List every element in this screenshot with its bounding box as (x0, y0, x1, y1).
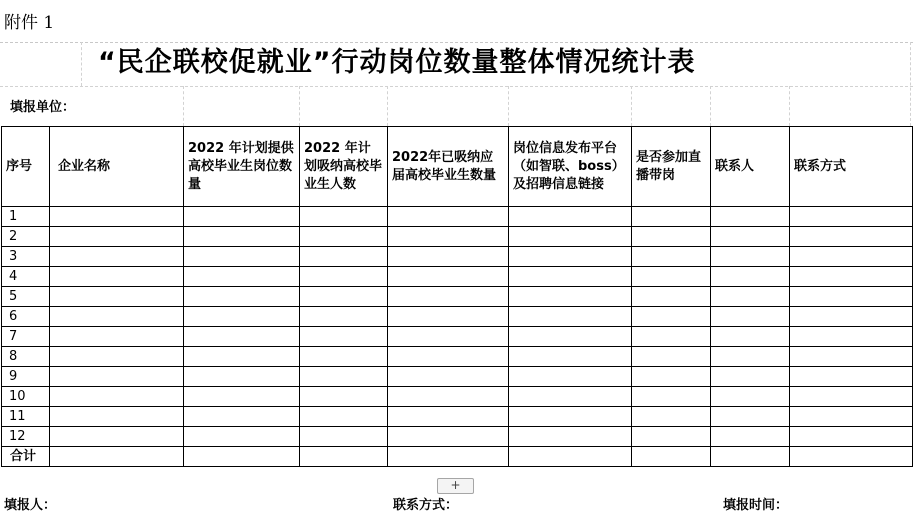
total-cell[interactable] (388, 447, 509, 467)
cell-platform-link[interactable] (509, 267, 632, 287)
cell-live-streaming[interactable] (632, 307, 711, 327)
cell-live-streaming[interactable] (632, 287, 711, 307)
cell-index[interactable]: 9 (2, 367, 50, 387)
table-row (2, 427, 913, 447)
cell-company-name[interactable] (50, 307, 184, 327)
cell-contact-person[interactable] (711, 287, 790, 307)
cell-company-name[interactable] (50, 367, 184, 387)
cell-index[interactable]: 7 (2, 327, 50, 347)
total-cell[interactable] (711, 447, 790, 467)
cell-index[interactable]: 10 (2, 387, 50, 407)
cell-planned-hires[interactable] (300, 227, 388, 247)
table-row (2, 247, 913, 267)
cell-planned-hires[interactable] (300, 427, 388, 447)
attachment-label: 附件 1 (4, 13, 55, 33)
cell-contact-method[interactable] (790, 347, 913, 367)
cell-company-name[interactable] (50, 387, 184, 407)
cell-absorbed-graduates[interactable] (388, 347, 509, 367)
cell-planned-hires[interactable] (300, 347, 388, 367)
cell-contact-method[interactable] (790, 327, 913, 347)
cell-absorbed-graduates[interactable] (388, 207, 509, 227)
cell-planned-positions[interactable] (184, 427, 300, 447)
cell-contact-person[interactable] (711, 207, 790, 227)
cell-live-streaming[interactable] (632, 347, 711, 367)
cell-planned-positions[interactable] (184, 207, 300, 227)
cell-contact-person[interactable] (711, 427, 790, 447)
table-row (2, 207, 913, 227)
cell-contact-method[interactable] (790, 367, 913, 387)
cell-index[interactable]: 1 (2, 207, 50, 227)
fill-unit-row (0, 86, 913, 127)
cell-platform-link[interactable] (509, 347, 632, 367)
total-label[interactable]: 合计 (2, 447, 50, 467)
table-row (2, 407, 913, 427)
cell-contact-person[interactable] (711, 367, 790, 387)
cell-contact-method[interactable] (790, 287, 913, 307)
table-row (2, 267, 913, 287)
header-company-name[interactable]: 企业名称 (50, 127, 184, 207)
cell-company-name[interactable] (50, 207, 184, 227)
cell-absorbed-graduates[interactable] (388, 407, 509, 427)
cell-index[interactable]: 8 (2, 347, 50, 367)
page-title: “民企联校促就业”行动岗位数量整体情况统计表 (98, 47, 696, 78)
total-cell[interactable] (632, 447, 711, 467)
cell-absorbed-graduates[interactable] (388, 367, 509, 387)
total-cell[interactable] (509, 447, 632, 467)
cell-contact-method[interactable] (790, 427, 913, 447)
header-live-streaming[interactable]: 是否参加直播带岗 (632, 127, 711, 207)
cell-platform-link[interactable] (509, 307, 632, 327)
cell-company-name[interactable] (50, 287, 184, 307)
cell-index[interactable]: 5 (2, 287, 50, 307)
cell-live-streaming[interactable] (632, 387, 711, 407)
cell-company-name[interactable] (50, 327, 184, 347)
cell-contact-method[interactable] (790, 227, 913, 247)
cell-platform-link[interactable] (509, 287, 632, 307)
cell-contact-person[interactable] (711, 267, 790, 287)
cell-index[interactable]: 11 (2, 407, 50, 427)
cell-platform-link[interactable] (509, 367, 632, 387)
cell-platform-link[interactable] (509, 407, 632, 427)
table-row (2, 307, 913, 327)
footer-reporter-label: 填报人： (4, 498, 57, 513)
cell-company-name[interactable] (50, 227, 184, 247)
cell-planned-hires[interactable] (300, 287, 388, 307)
cell-contact-person[interactable] (711, 347, 790, 367)
cell-planned-positions[interactable] (184, 267, 300, 287)
cell-live-streaming[interactable] (632, 367, 711, 387)
statistics-table (1, 126, 913, 467)
cell-platform-link[interactable] (509, 427, 632, 447)
cell-planned-hires[interactable] (300, 207, 388, 227)
cell-index[interactable]: 3 (2, 247, 50, 267)
cell-live-streaming[interactable] (632, 267, 711, 287)
cell-contact-person[interactable] (711, 247, 790, 267)
cell-live-streaming[interactable] (632, 207, 711, 227)
total-row (2, 447, 913, 467)
cell-company-name[interactable] (50, 427, 184, 447)
cell-company-name[interactable] (50, 407, 184, 427)
total-cell[interactable] (300, 447, 388, 467)
cell-platform-link[interactable] (509, 227, 632, 247)
cell-live-streaming[interactable] (632, 407, 711, 427)
total-cell[interactable] (184, 447, 300, 467)
cell-planned-hires[interactable] (300, 387, 388, 407)
cell-planned-positions[interactable] (184, 367, 300, 387)
cell-absorbed-graduates[interactable] (388, 287, 509, 307)
gridline (81, 42, 82, 86)
footer-contact-label: 联系方式： (393, 498, 459, 513)
cell-planned-positions[interactable] (184, 307, 300, 327)
table-row (2, 387, 913, 407)
cell-live-streaming[interactable] (632, 247, 711, 267)
cell-contact-method[interactable] (790, 387, 913, 407)
table-header-row (2, 127, 913, 207)
cell-index[interactable]: 12 (2, 427, 50, 447)
header-index[interactable]: 序号 (2, 127, 50, 207)
cell-contact-person[interactable] (711, 407, 790, 427)
header-absorbed-graduates[interactable]: 2022年已吸纳应届高校毕业生数量 (388, 127, 509, 207)
cell-index[interactable]: 6 (2, 307, 50, 327)
cell-contact-method[interactable] (790, 407, 913, 427)
cell-platform-link[interactable] (509, 207, 632, 227)
cell-planned-positions[interactable] (184, 287, 300, 307)
cell-platform-link[interactable] (509, 387, 632, 407)
cell-platform-link[interactable] (509, 327, 632, 347)
cell-planned-positions[interactable] (184, 247, 300, 267)
cell-index[interactable]: 2 (2, 227, 50, 247)
cell-company-name[interactable] (50, 267, 184, 287)
cell-contact-person[interactable] (711, 307, 790, 327)
footer-date-label: 填报时间： (723, 498, 789, 513)
cell-planned-hires[interactable] (300, 247, 388, 267)
table-body (2, 207, 913, 467)
cell-live-streaming[interactable] (632, 327, 711, 347)
fill-unit-label: 填报单位： (10, 100, 76, 115)
cell-live-streaming[interactable] (632, 427, 711, 447)
header-planned-hires[interactable]: 2022 年计划吸纳高校毕业生人数 (300, 127, 388, 207)
cell-planned-hires[interactable] (300, 367, 388, 387)
cell-planned-positions[interactable] (184, 327, 300, 347)
cell-contact-method[interactable] (790, 307, 913, 327)
cell-planned-positions[interactable] (184, 387, 300, 407)
table-row (2, 287, 913, 307)
total-cell[interactable] (790, 447, 913, 467)
cell-absorbed-graduates[interactable] (388, 387, 509, 407)
title-row (0, 42, 913, 86)
cell-platform-link[interactable] (509, 247, 632, 267)
cell-absorbed-graduates[interactable] (388, 427, 509, 447)
cell-contact-method[interactable] (790, 207, 913, 227)
header-contact-method[interactable]: 联系方式 (790, 127, 913, 207)
cell-planned-positions[interactable] (184, 347, 300, 367)
cell-absorbed-graduates[interactable] (388, 247, 509, 267)
table-row (2, 347, 913, 367)
add-row-button[interactable]: + (437, 478, 474, 494)
cell-contact-person[interactable] (711, 327, 790, 347)
cell-absorbed-graduates[interactable] (388, 327, 509, 347)
cell-absorbed-graduates[interactable] (388, 307, 509, 327)
cell-planned-positions[interactable] (184, 407, 300, 427)
cell-company-name[interactable] (50, 247, 184, 267)
table-row (2, 367, 913, 387)
cell-absorbed-graduates[interactable] (388, 267, 509, 287)
cell-contact-person[interactable] (711, 387, 790, 407)
table-row (2, 227, 913, 247)
cell-contact-person[interactable] (711, 227, 790, 247)
cell-planned-hires[interactable] (300, 407, 388, 427)
table-row (2, 327, 913, 347)
cell-planned-hires[interactable] (300, 267, 388, 287)
cell-company-name[interactable] (50, 347, 184, 367)
cell-planned-hires[interactable] (300, 307, 388, 327)
header-contact-person[interactable]: 联系人 (711, 127, 790, 207)
cell-planned-hires[interactable] (300, 327, 388, 347)
cell-contact-method[interactable] (790, 247, 913, 267)
cell-contact-method[interactable] (790, 267, 913, 287)
cell-live-streaming[interactable] (632, 227, 711, 247)
cell-absorbed-graduates[interactable] (388, 227, 509, 247)
header-planned-positions[interactable]: 2022 年计划提供高校毕业生岗位数量 (184, 127, 300, 207)
total-cell[interactable] (50, 447, 184, 467)
cell-index[interactable]: 4 (2, 267, 50, 287)
header-platform-link[interactable]: 岗位信息发布平台（如智联、boss）及招聘信息链接 (509, 127, 632, 207)
cell-planned-positions[interactable] (184, 227, 300, 247)
